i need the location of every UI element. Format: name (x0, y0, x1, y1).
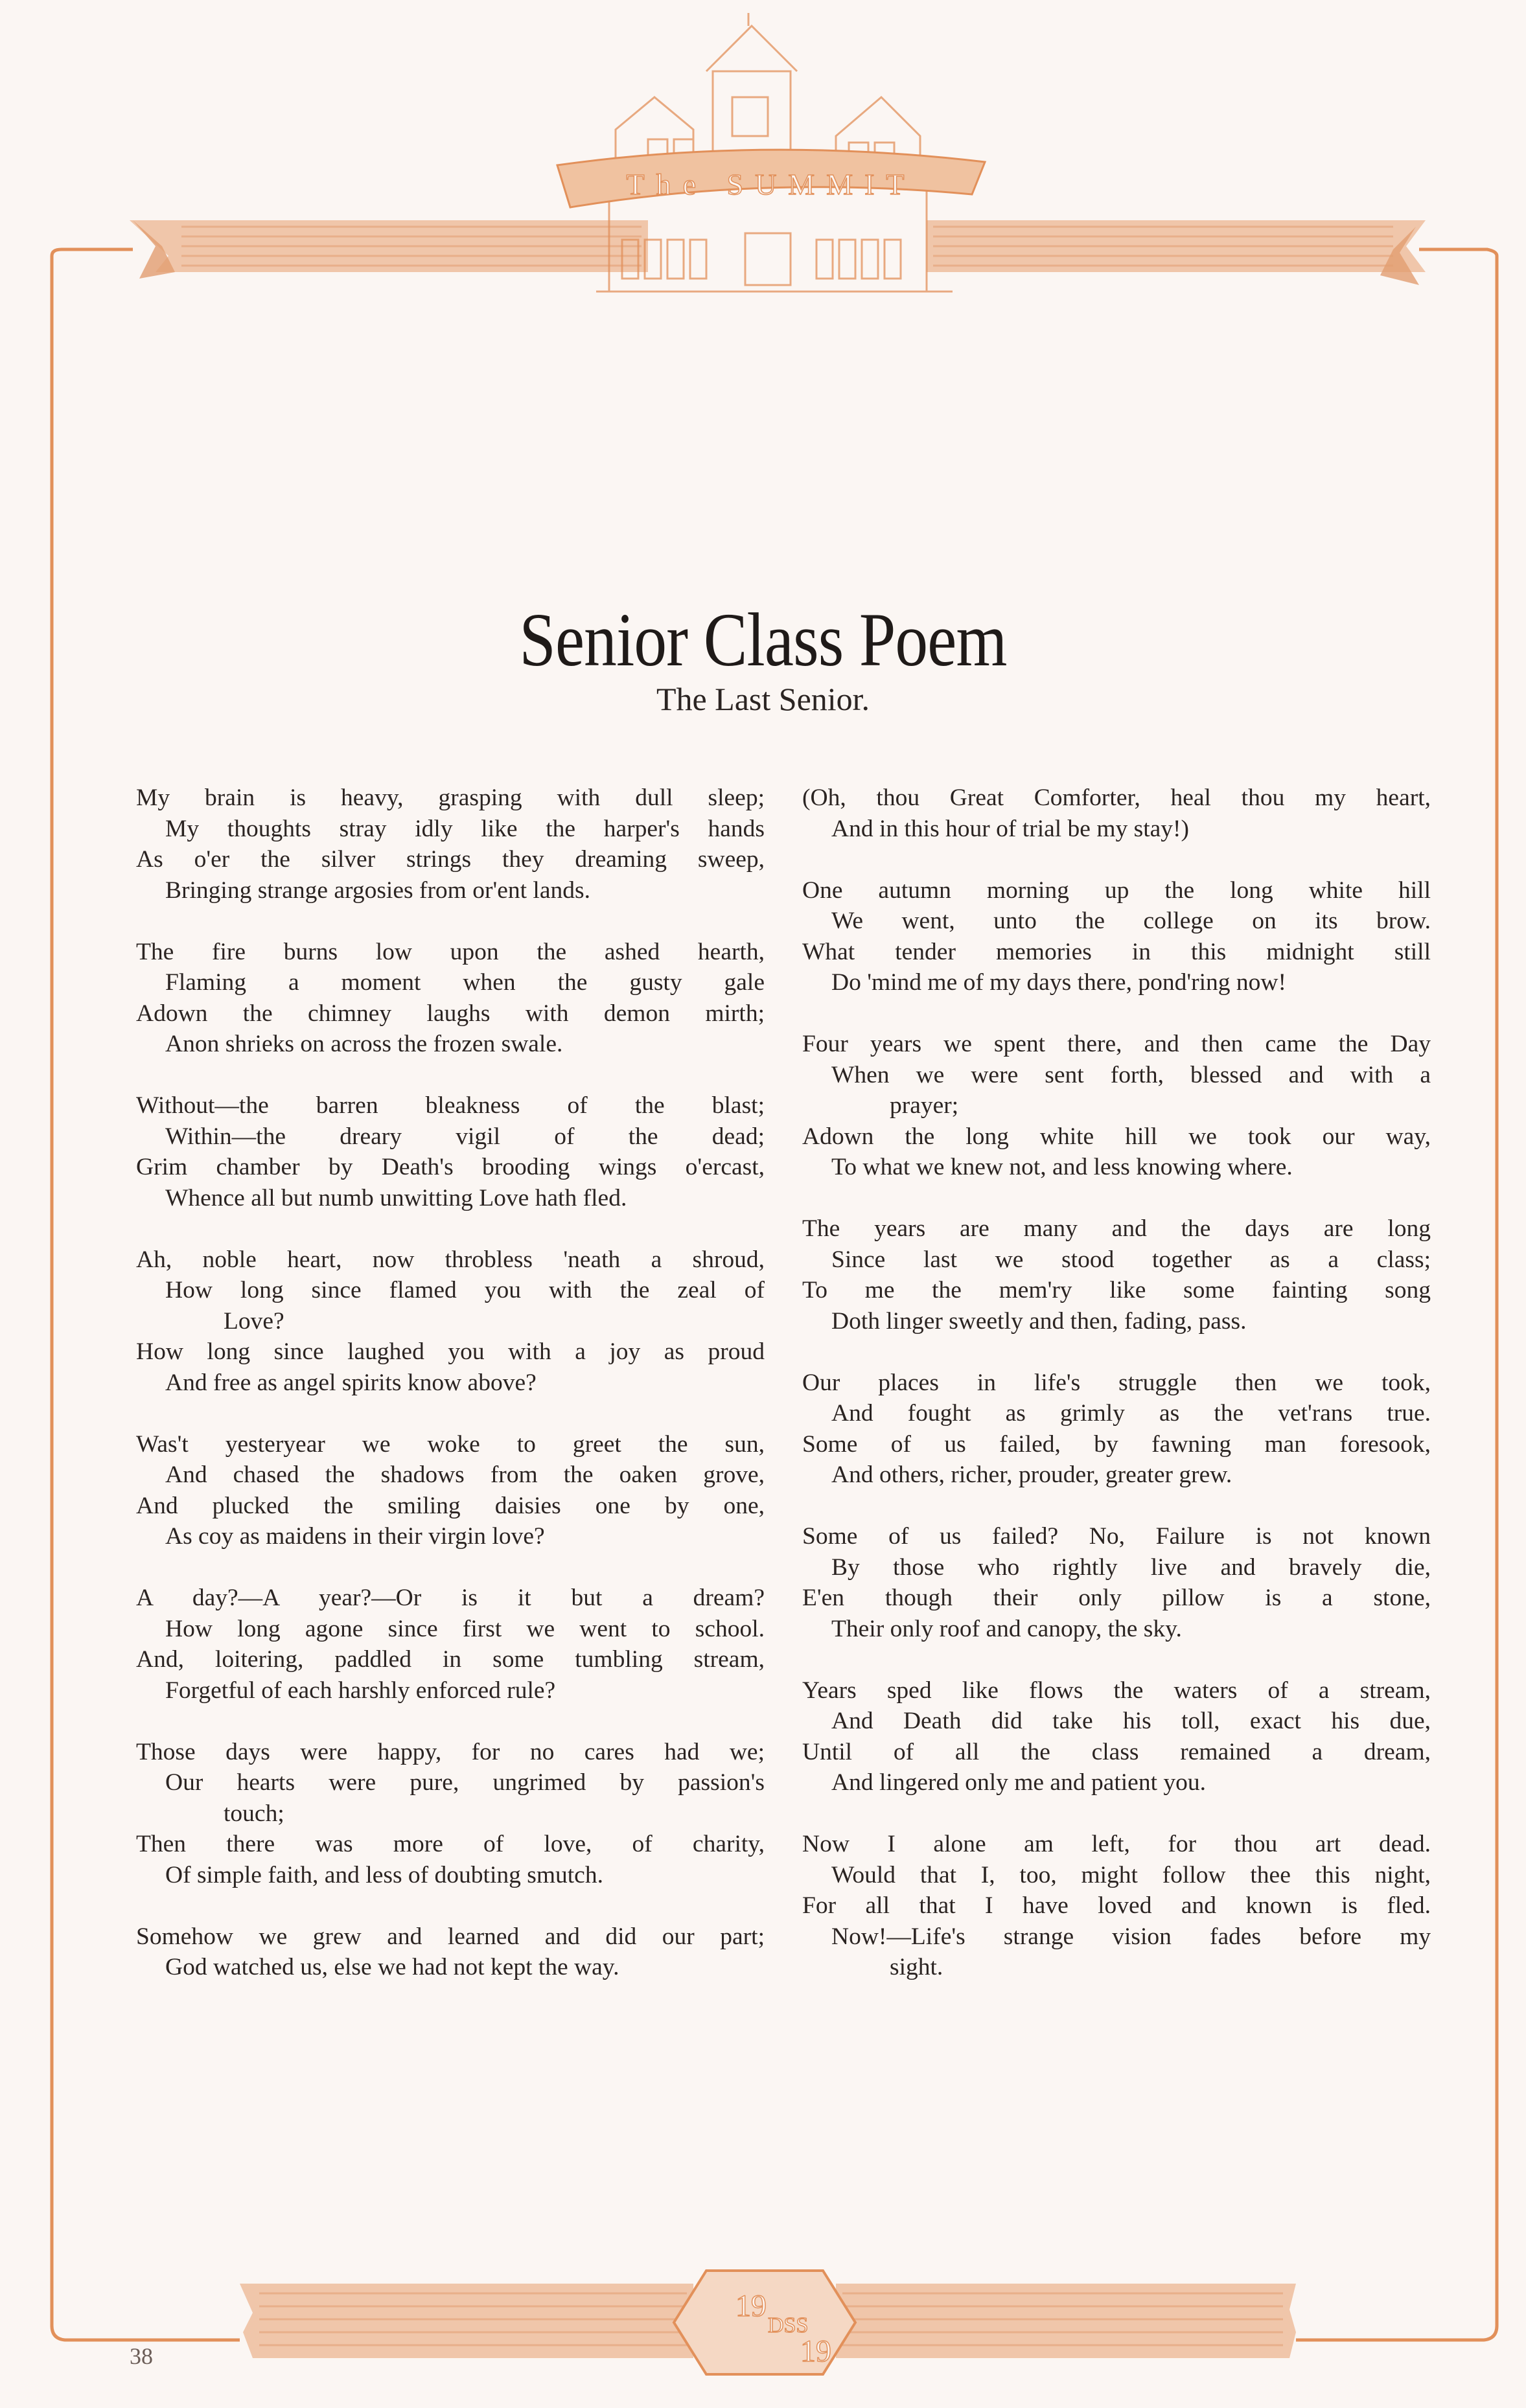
poem-line: Then there was more of love, of charity, (136, 1831, 765, 1857)
poem-line: When we were sent forth, blessed and with a (831, 1061, 1431, 1088)
poem-line: As coy as maidens in their virgin love? (165, 1523, 545, 1550)
poem-line: We went, unto the college on its brow. (831, 908, 1431, 934)
poem-line: prayer; (890, 1092, 959, 1119)
poem-line: Four years we spent there, and then came the Day (802, 1031, 1431, 1057)
poem-stanza (802, 1521, 1431, 1644)
poem-line: And Death did take his toll, exact his due, (831, 1708, 1431, 1734)
poem-line: And, loitering, paddled in some tumbling stream, (136, 1646, 765, 1673)
poem-line: And fought as grimly as the vet'rans true. (831, 1400, 1431, 1427)
poem-right-column (802, 783, 1431, 2013)
poem-line: Within—the dreary vigil of the dead; (165, 1123, 765, 1150)
poem-line: By those who rightly live and bravely die, (831, 1554, 1431, 1581)
poem-line: Somehow we grew and learned and did our part; (136, 1923, 765, 1950)
poem-stanza (802, 1029, 1431, 1183)
poem-line: Those days were happy, for no cares had we; (136, 1738, 765, 1765)
poem-line: Of simple faith, and less of doubting smutch. (165, 1861, 603, 1888)
poem-line: Our hearts were pure, ungrimed by passion's (165, 1769, 765, 1796)
poem-line: And in this hour of trial be my stay!) (831, 815, 1189, 842)
poem-subtitle: The Last Senior. (656, 681, 870, 717)
poem-line: Adown the chimney laughs with demon mirth; (136, 1000, 765, 1027)
poem-line: And lingered only me and patient you. (831, 1769, 1206, 1796)
poem-stanza (136, 937, 765, 1060)
poem-line: And others, richer, prouder, greater grew. (831, 1462, 1232, 1488)
emblem-year-right: 19 (800, 2334, 831, 2368)
poem-line: Now!—Life's strange vision fades before my (831, 1923, 1431, 1950)
poem-line: Their only roof and canopy, the sky. (831, 1615, 1182, 1642)
poem-line: Without—the barren bleakness of the blast; (136, 1092, 765, 1119)
poem-line: Whence all but numb unwitting Love hath fled. (165, 1184, 627, 1211)
poem-line: My brain is heavy, grasping with dull sleep; (136, 785, 765, 811)
poem-line: touch; (224, 1800, 284, 1827)
poem-stanza (802, 875, 1431, 998)
poem-line: Now I alone am left, for thou art dead. (802, 1831, 1431, 1857)
top-ribbon (130, 220, 1426, 285)
poem-stanza (136, 1429, 765, 1552)
poem-line: How long agone since first we went to school. (165, 1615, 765, 1642)
poem-line: Do 'mind me of my days there, pond'ring now! (831, 969, 1286, 996)
poem-line: Love? (224, 1307, 284, 1335)
poem-line: Until of all the class remained a dream, (802, 1738, 1431, 1765)
poem-stanza (136, 1583, 765, 1706)
poem-line: Grim chamber by Death's brooding wings o'ercast, (136, 1154, 765, 1180)
poem-line: Since last we stood together as a class; (831, 1246, 1431, 1273)
poem-line: To what we knew not, and less knowing where. (831, 1154, 1293, 1180)
poem-line: God watched us, else we had not kept the way. (165, 1954, 619, 1980)
poem-line: Doth linger sweetly and then, fading, pass. (831, 1307, 1247, 1335)
poem-line: The fire burns low upon the ashed hearth, (136, 938, 765, 965)
poem-line: For all that I have loved and known is fled. (802, 1892, 1431, 1919)
poem-line: As o'er the silver strings they dreaming sweep, (136, 846, 765, 873)
poem-line: Ah, noble heart, now throbless 'neath a shroud, (136, 1246, 765, 1273)
poem-line: Adown the long white hill we took our way, (802, 1123, 1431, 1150)
poem-stanza (136, 783, 765, 906)
poem-stanza (802, 1213, 1431, 1336)
poem-stanza (136, 1244, 765, 1399)
poem-stanza (802, 783, 1431, 844)
poem-line: Bringing strange argosies from or'ent lands. (165, 877, 590, 904)
poem-stanza (802, 1829, 1431, 1983)
poem-line: Forgetful of each harshly enforced rule? (165, 1677, 556, 1704)
poem-stanza (136, 1921, 765, 1983)
poem-line: Was't yesteryear we woke to greet the sun, (136, 1430, 765, 1458)
class-emblem (674, 2271, 855, 2374)
poem-stanza (802, 1675, 1431, 1798)
poem-stanza (136, 1090, 765, 1213)
poem-title: Senior Class Poem (519, 597, 1007, 682)
poem-line: How long since flamed you with the zeal of (165, 1277, 765, 1303)
poem-line: E'en though their only pillow is a stone, (802, 1585, 1431, 1611)
poem-left-column (136, 783, 765, 2013)
poem-line: Our places in life's struggle then we took, (802, 1369, 1431, 1396)
emblem-year-left: 19 (735, 2289, 767, 2323)
poem-line: To me the mem'ry like some fainting song (802, 1277, 1431, 1303)
poem-line: One autumn morning up the long white hill (802, 877, 1431, 904)
poem-line: The years are many and the days are long (802, 1215, 1431, 1242)
poem-stanza (136, 1737, 765, 1891)
poem-line: What tender memories in this midnight still (802, 938, 1431, 965)
poem-line: Would that I, too, might follow thee this night, (831, 1861, 1431, 1888)
poem-line: Flaming a moment when the gusty gale (165, 969, 765, 996)
poem-line: My thoughts stray idly like the harper's hands (165, 815, 765, 842)
poem-line: (Oh, thou Great Comforter, heal thou my heart, (802, 785, 1431, 811)
poem-line: A day?—A year?—Or is it but a dream? (136, 1585, 765, 1611)
poem-line: And chased the shadows from the oaken grove, (165, 1462, 765, 1488)
summit-banner (557, 150, 985, 207)
banner-text: The SUMMIT (626, 168, 916, 201)
poem-line: And free as angel spirits know above? (165, 1369, 537, 1396)
poem-line: And plucked the smiling daisies one by one, (136, 1492, 765, 1519)
poem-line: Anon shrieks on across the frozen swale. (165, 1031, 563, 1057)
poem-line: Some of us failed, by fawning man foresook, (802, 1430, 1431, 1458)
poem-line: Some of us failed? No, Failure is not known (802, 1523, 1431, 1550)
poem-stanza (802, 1368, 1431, 1491)
poem-line: sight. (890, 1954, 943, 1980)
poem-line: Years sped like flows the waters of a stream, (802, 1677, 1431, 1704)
poem-line: How long since laughed you with a joy as proud (136, 1338, 765, 1365)
page-number: 38 (130, 2343, 153, 2369)
emblem-class-mark: DSS (768, 2313, 809, 2337)
